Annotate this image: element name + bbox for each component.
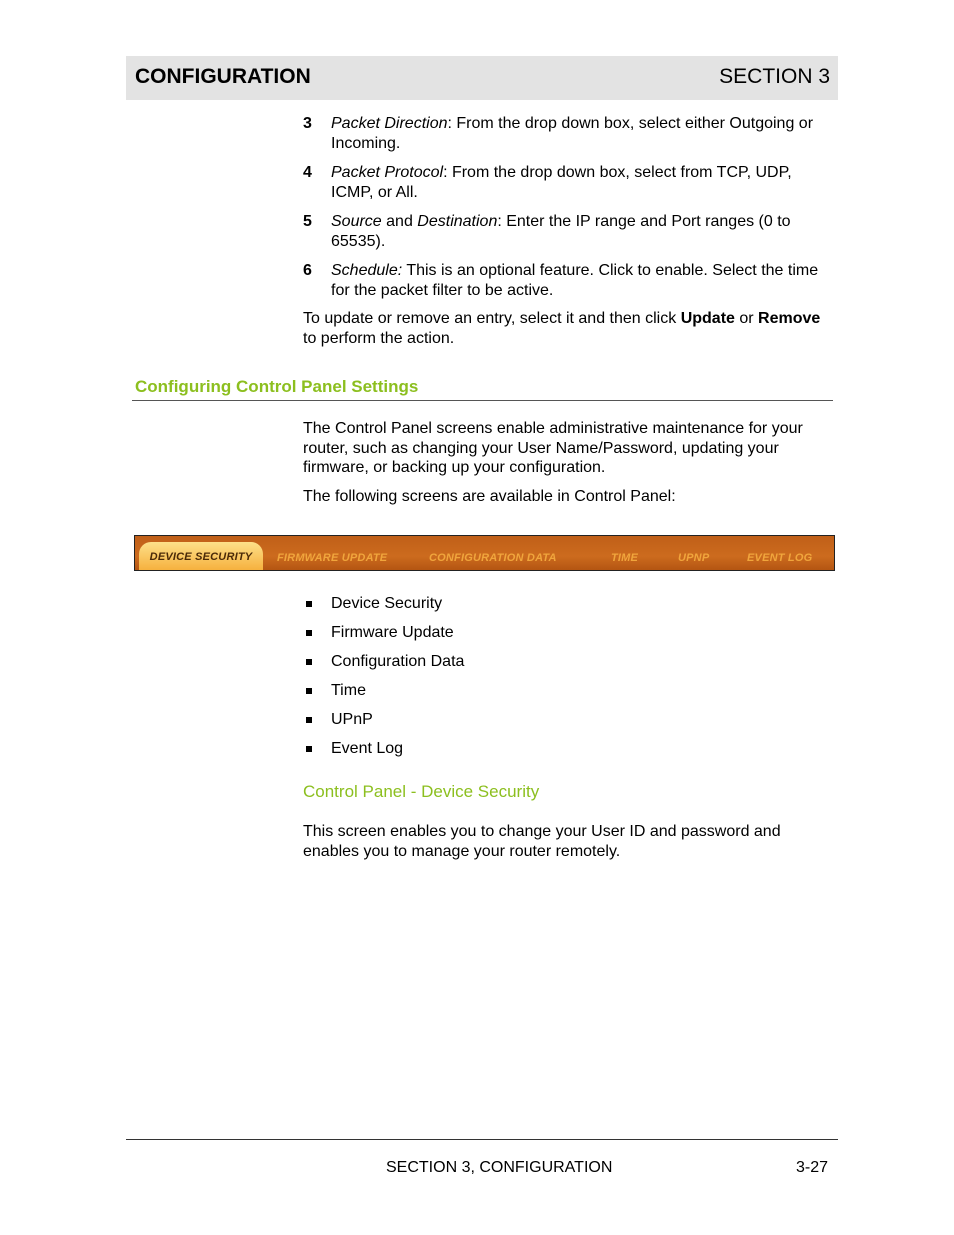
- screen-list: [303, 589, 464, 763]
- step-text: : From the drop down box, select either Outgoing or Incoming.: [331, 115, 814, 152]
- step-item: [303, 163, 833, 202]
- step-number: 4: [303, 164, 312, 181]
- header-section: SECTION 3: [719, 65, 830, 88]
- list-item: Configuration Data: [303, 647, 464, 676]
- square-bullet-icon: [306, 601, 312, 607]
- step-text: : Enter the IP range and Port ranges (0 to 65535).: [331, 213, 791, 250]
- step-number: 5: [303, 213, 312, 230]
- list-item: UPnP: [303, 705, 464, 734]
- step-text: This is an optional feature. Click to enable. Select the time for the packet filter to be active.: [331, 262, 819, 299]
- subsection-heading: Control Panel - Device Security: [303, 782, 540, 801]
- step-term: Source: [331, 213, 382, 230]
- step-item: 5 Source and Destination: Enter the IP range and Port ranges (0 to 65535).: [303, 213, 791, 250]
- square-bullet-icon: [306, 630, 312, 636]
- section-heading: Configuring Control Panel Settings: [135, 377, 419, 396]
- list-item: Firmware Update: [303, 618, 464, 647]
- list-item: Device Security: [303, 589, 464, 618]
- following-paragraph: The following screens are available in Control Panel:: [303, 488, 676, 505]
- step-term: Packet Protocol: [331, 164, 444, 181]
- square-bullet-icon: [306, 717, 312, 723]
- page-number: 3-27: [796, 1159, 829, 1176]
- tab-time[interactable]: TIME: [611, 552, 639, 564]
- tab-device-security[interactable]: DEVICE SECURITY: [139, 542, 263, 570]
- step-term: Destination: [417, 213, 498, 230]
- footer-section: SECTION 3, CONFIGURATION: [386, 1159, 613, 1176]
- footer-divider: [126, 1139, 838, 1140]
- intro-paragraph: The Control Panel screens enable administrative maintenance for your router, such as changing your User Name/Password, updating your firmware, or backing up your configuration.: [303, 420, 803, 476]
- control-panel-tabbar: [134, 535, 835, 571]
- step-term: Schedule:: [331, 262, 403, 279]
- tab-configuration-data[interactable]: CONFIGURATION DATA: [429, 552, 557, 564]
- step-text: : From the drop down box, select from TCP, UDP, ICMP, or All.: [331, 164, 792, 201]
- tab-event-log[interactable]: EVENT LOG: [747, 552, 813, 564]
- square-bullet-icon: [306, 746, 312, 752]
- tab-upnp[interactable]: UPNP: [678, 552, 710, 564]
- step-term: Packet Direction: [331, 115, 448, 132]
- list-item: Event Log: [303, 734, 464, 763]
- square-bullet-icon: [306, 688, 312, 694]
- step-list: [303, 114, 833, 310]
- step-item: [303, 261, 833, 300]
- device-security-paragraph: This screen enables you to change your User ID and password and enables you to manage your router remotely.: [303, 823, 781, 860]
- header-title: CONFIGURATION: [135, 65, 311, 88]
- step-number: 3: [303, 115, 312, 132]
- tab-firmware-update[interactable]: FIRMWARE UPDATE: [277, 552, 388, 564]
- heading-divider: [132, 400, 833, 401]
- step-item: [303, 114, 833, 153]
- step-number: 6: [303, 262, 312, 279]
- square-bullet-icon: [306, 659, 312, 665]
- update-paragraph: To update or remove an entry, select it and then click Update or Remove to perform the action.: [303, 310, 821, 347]
- page-header: [126, 56, 838, 100]
- list-item: Time: [303, 676, 464, 705]
